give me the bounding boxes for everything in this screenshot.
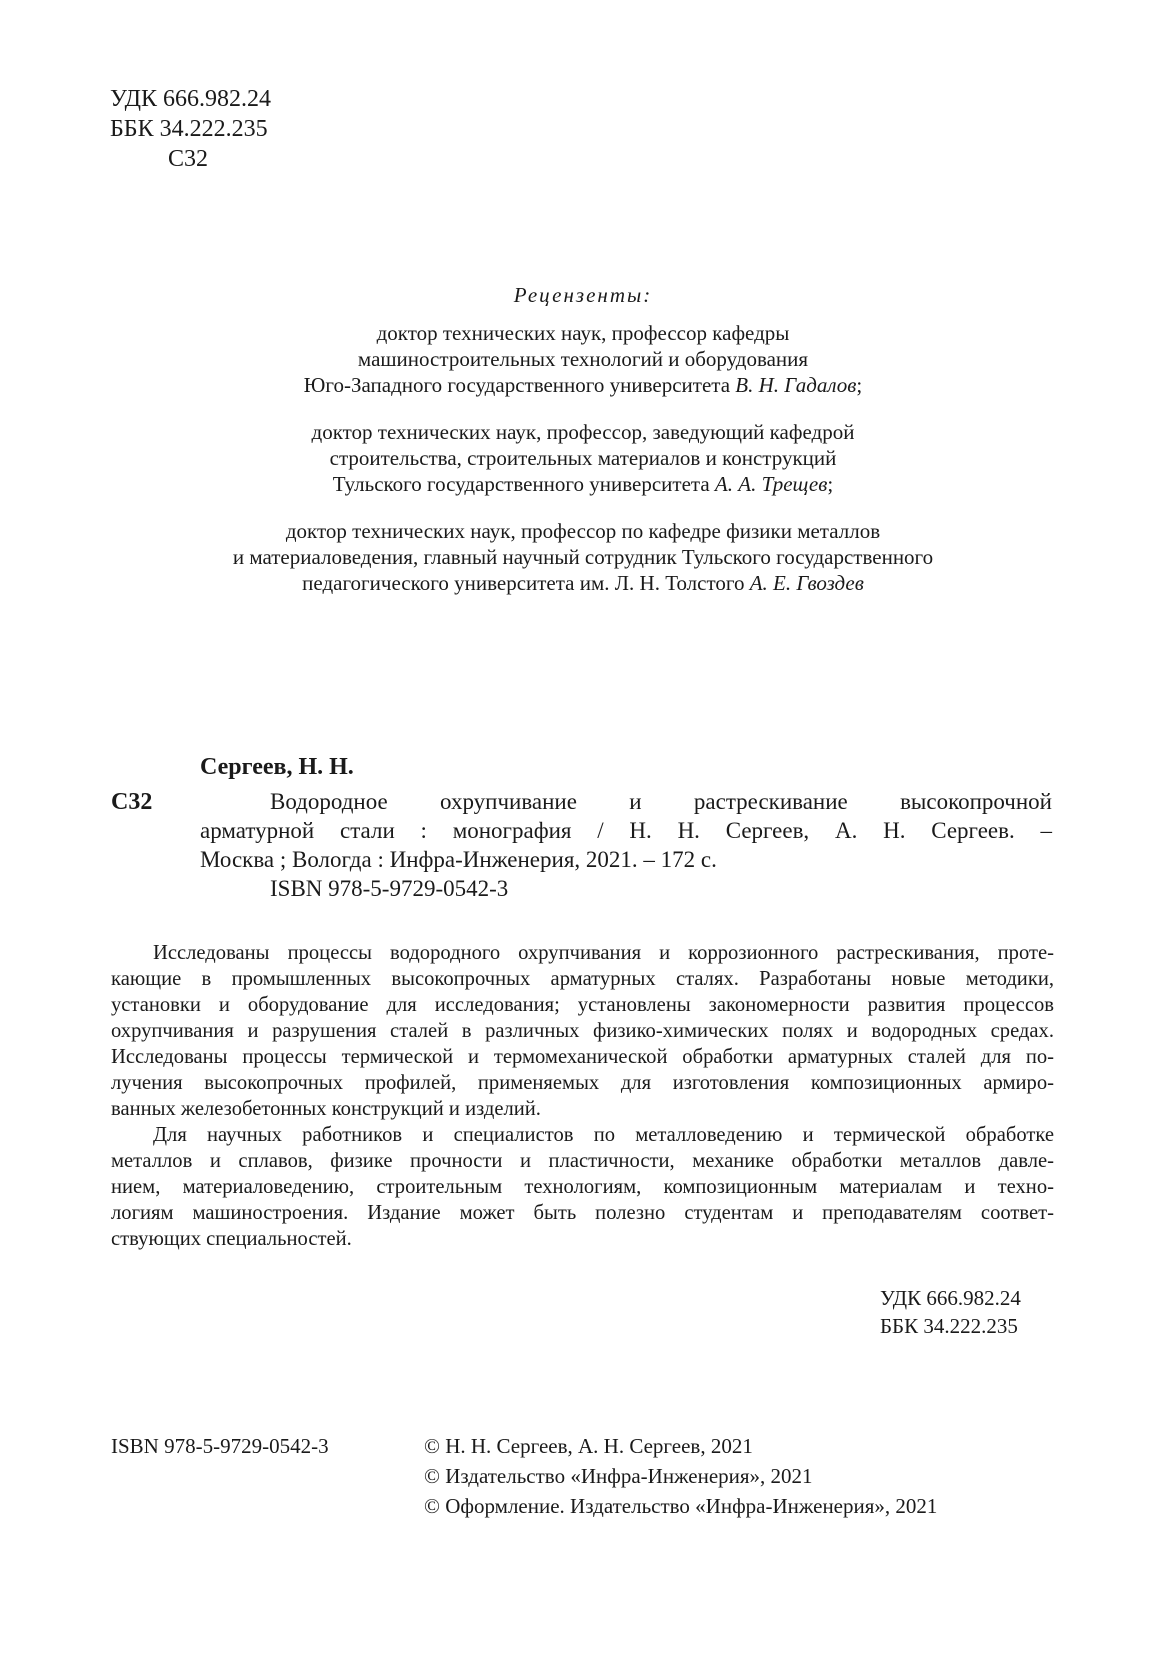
reviewer-name: А. Е. Гвоздев [749,571,864,595]
bib-line: Водородное охрупчивание и растрескивание высокопрочной [270,789,1052,814]
annotation-line: металлов и сплавов, физике прочности и пластичности, механике обработки металлов давле- [111,1150,1054,1172]
bottom-classification-index [880,1284,1021,1340]
bib-line: Москва ; Вологда : Инфра-Инженерия, 2021. – 172 с. [200,847,717,872]
bibliographic-description [200,787,1052,903]
author-heading: Сергеев, Н. Н. [200,754,354,780]
annotation-line: ствующих специальностей. [111,1228,352,1250]
bib-line: арматурной стали : монография / Н. Н. Сергеев, А. Н. Сергеев. – [200,818,1052,843]
reviewer-line: доктор технических наук, профессор, заведующий кафедрой [311,420,855,444]
reviewer-line: строительства, строительных материалов и конструкций [329,446,837,470]
reviewer-3 [0,518,1166,596]
reviewer-name: В. Н. Гадалов [735,373,857,397]
annotation-line: нием, материаловедению, строительным технологиям, композиционным материалам и техно- [111,1176,1054,1198]
reviewer-line: педагогического университета им. Л. Н. Толстого [302,571,745,595]
cutter-mark: С32 [111,789,153,815]
bbk-code: ББК 34.222.235 [880,1314,1018,1338]
reviewer-line: доктор технических наук, профессор по кафедре физики металлов [285,519,881,543]
copyright-block [424,1431,937,1521]
bib-isbn: ISBN 978-5-9729-0542-3 [270,876,509,901]
reviewer-line: Юго-Западного государственного университета [303,373,731,397]
footer-isbn: ISBN 978-5-9729-0542-3 [111,1434,329,1458]
annotation-line: кающие в промышленных высокопрочных арматурных сталях. Разработаны новые методики, [111,968,1054,990]
annotation-line: ванных железобетонных конструкций и изделий. [111,1098,541,1120]
annotation-line: установки и оборудование для исследования; установлены закономерности развития процессов [111,994,1054,1016]
copyright-line: © Оформление. Издательство «Инфра-Инженерия», 2021 [424,1494,938,1518]
reviewer-1 [0,320,1166,398]
cutter-code: С32 [168,146,209,172]
reviewer-line: и материаловедения, главный научный сотрудник Тульского государственного [232,545,934,569]
reviewer-suffix: ; [827,472,834,496]
annotation-line: охрупчивания и разрушения сталей в различных физико-химических полях и водородных средах. [111,1020,1054,1042]
copyright-line: © Н. Н. Сергеев, А. Н. Сергеев, 2021 [424,1434,753,1458]
reviewers-heading: Рецензенты: [513,283,653,307]
top-classification-index [110,84,271,174]
annotation-line: логиям машиностроения. Издание может быть полезно студентам и преподавателям соответ- [111,1202,1054,1224]
annotation-line: лучения высокопрочных профилей, применяемых для изготовления композиционных армиро- [111,1072,1054,1094]
reviewer-line: доктор технических наук, профессор кафедры [376,321,790,345]
annotation-line: Исследованы процессы водородного охрупчивания и коррозионного растрескивания, проте- [153,942,1054,964]
copyright-line: © Издательство «Инфра-Инженерия», 2021 [424,1464,813,1488]
reviewer-suffix: ; [856,373,863,397]
udk-code: УДК 666.982.24 [110,86,271,112]
annotation-line: Исследованы процессы термической и термомеханической обработки арматурных сталей для по- [111,1046,1054,1068]
reviewer-2 [0,419,1166,497]
reviewer-line: Тульского государственного университета [332,472,710,496]
bbk-code: ББК 34.222.235 [110,116,268,142]
reviewer-name: А. А. Трещев [714,472,828,496]
reviewer-line: машиностроительных технологий и оборудования [357,347,809,371]
annotation-line: Для научных работников и специалистов по металловедению и термической обработке [153,1124,1054,1146]
udk-code: УДК 666.982.24 [880,1286,1021,1310]
annotation [111,940,1054,1252]
